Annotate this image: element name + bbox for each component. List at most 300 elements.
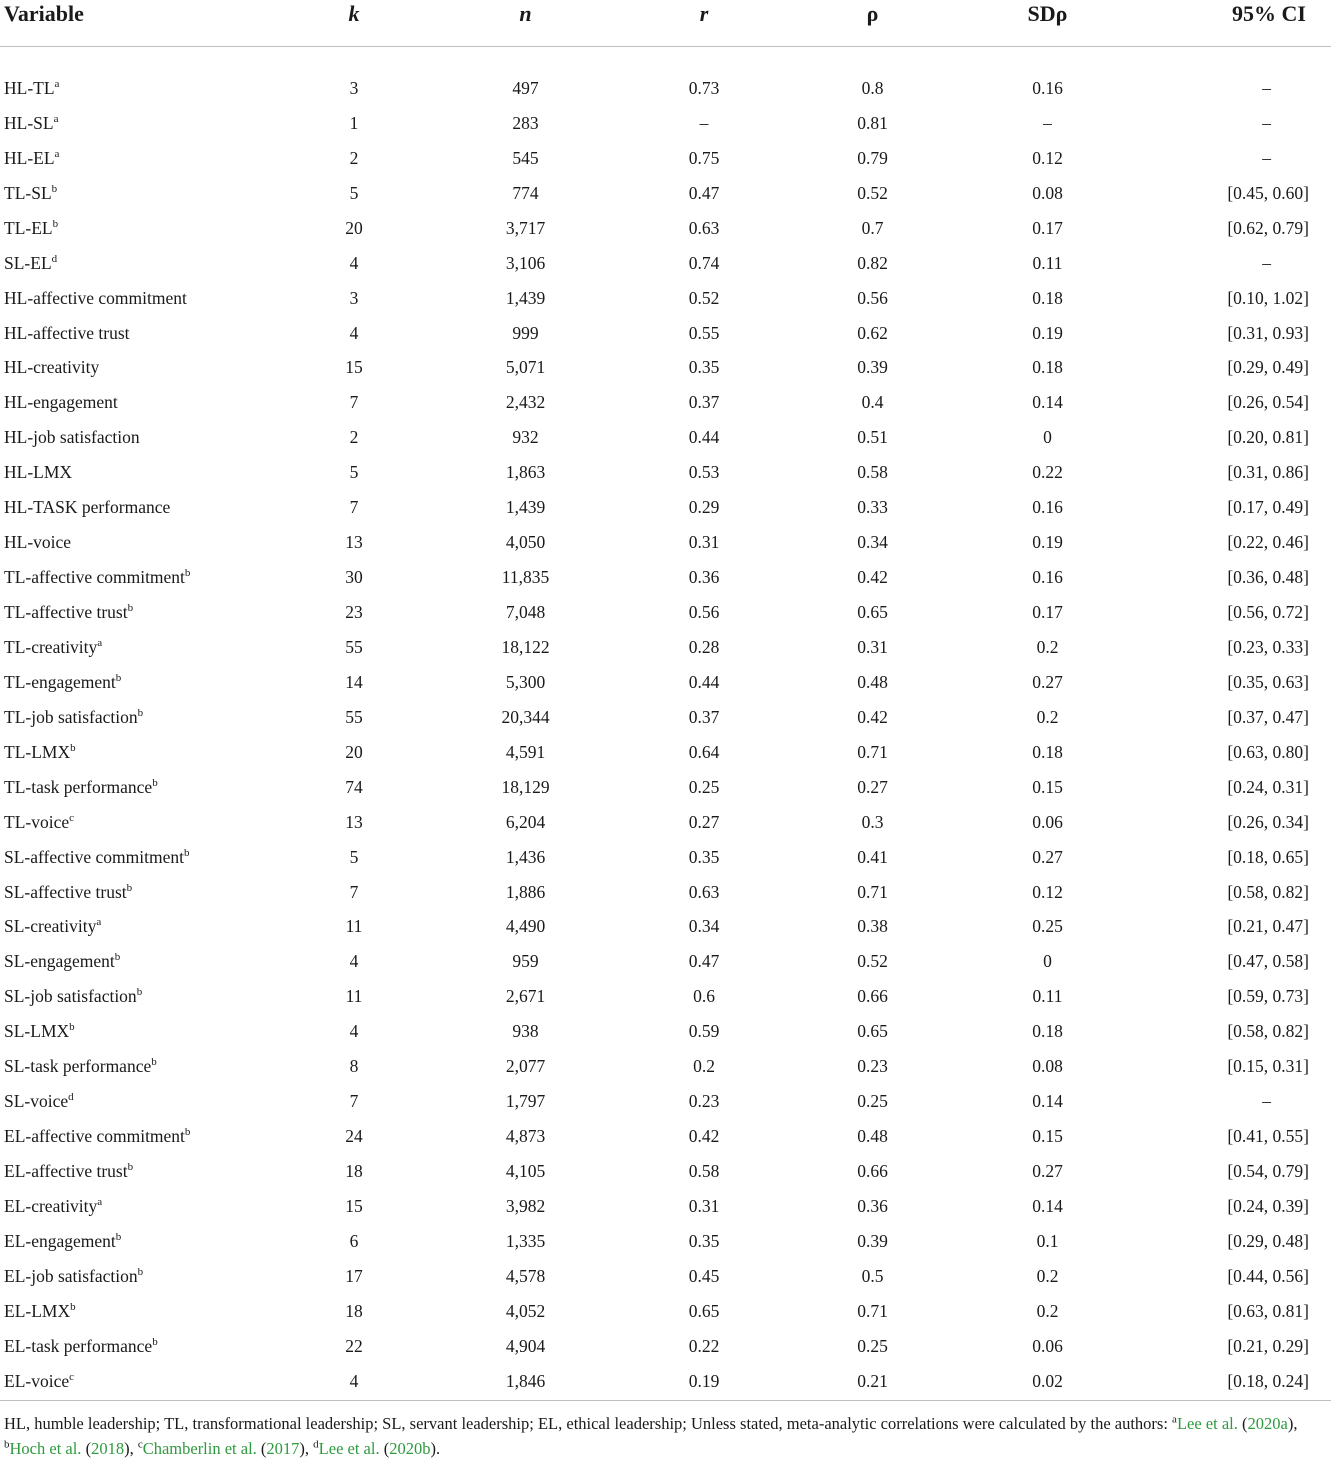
cell-k	[275, 630, 433, 665]
cell-variable	[0, 1154, 275, 1189]
reference-year-link[interactable]: 2018	[91, 1439, 125, 1458]
cell-variable	[0, 351, 275, 386]
cell-k	[275, 490, 433, 525]
cell-sd-rho-text: 0.16	[1032, 567, 1063, 588]
cell-rho-text: 0.81	[857, 112, 888, 133]
cell-k-text: 18	[345, 1161, 363, 1182]
cell-variable	[0, 490, 275, 525]
reference-link[interactable]: Lee et al.	[318, 1439, 380, 1458]
cell-variable-text: HL-voice	[4, 532, 72, 553]
reference-separator: ,	[1293, 1414, 1298, 1433]
cell-sd-rho-text: 0.2	[1036, 1265, 1059, 1286]
table-row	[0, 211, 1331, 246]
cell-ci	[1140, 1119, 1331, 1154]
cell-r	[618, 1259, 790, 1294]
footnote-marker: b	[127, 602, 134, 615]
cell-n-text: 20,344	[501, 706, 550, 727]
cell-k	[275, 1014, 433, 1049]
cell-sd-rho	[955, 1294, 1140, 1329]
cell-variable	[0, 281, 275, 316]
cell-sd-rho	[955, 944, 1140, 979]
cell-k-text: 74	[345, 776, 363, 797]
cell-variable	[0, 1119, 275, 1154]
cell-variable-text: TL-creativity	[4, 636, 98, 657]
footnote-marker: b	[70, 1300, 76, 1313]
cell-variable	[0, 1329, 275, 1364]
table-row	[0, 944, 1331, 979]
cell-sd-rho	[955, 1084, 1140, 1119]
cell-k	[275, 700, 433, 735]
reference-link[interactable]: Chamberlin et al.	[142, 1439, 257, 1458]
cell-r-text: 0.63	[688, 217, 720, 238]
cell-variable-text: TL-SL	[4, 182, 52, 203]
cell-variable	[0, 420, 275, 455]
cell-sd-rho	[955, 700, 1140, 735]
cell-k	[275, 805, 433, 840]
cell-variable	[0, 525, 275, 560]
reference-link[interactable]: Lee et al.	[1176, 1414, 1238, 1433]
cell-n-text: 6,204	[505, 811, 546, 832]
cell-r	[618, 1154, 790, 1189]
cell-ci	[1140, 805, 1331, 840]
cell-n-text: 497	[512, 77, 539, 98]
cell-ci	[1140, 211, 1331, 246]
cell-variable	[0, 246, 275, 281]
cell-r-text: 0.44	[688, 427, 720, 448]
cell-ci-text: [0.36, 0.48]	[1227, 567, 1309, 588]
cell-variable-text: EL-LMX	[4, 1300, 71, 1321]
cell-n	[433, 560, 618, 595]
cell-n-text: 4,050	[505, 532, 546, 553]
cell-k	[275, 106, 433, 141]
cell-variable	[0, 385, 275, 420]
cell-ci-text: –	[1262, 147, 1271, 168]
cell-variable	[0, 1364, 275, 1399]
cell-ci	[1140, 1014, 1331, 1049]
cell-sd-rho-text: 0.14	[1032, 392, 1063, 413]
cell-sd-rho-text: 0.18	[1032, 357, 1063, 378]
table-row	[0, 176, 1331, 211]
cell-ci-text: –	[1262, 77, 1271, 98]
cell-n	[433, 176, 618, 211]
cell-variable	[0, 805, 275, 840]
cell-variable-text: SL-voice	[4, 1091, 69, 1112]
cell-ci	[1140, 525, 1331, 560]
cell-rho-text: 0.5	[861, 1265, 884, 1286]
cell-variable	[0, 944, 275, 979]
cell-sd-rho-text: 0.14	[1032, 1195, 1063, 1216]
cell-ci	[1140, 1364, 1331, 1399]
cell-k-text: 4	[349, 1370, 359, 1391]
cell-variable-text: SL-engagement	[4, 951, 115, 972]
cell-n-text: 774	[512, 182, 539, 203]
cell-variable	[0, 1259, 275, 1294]
cell-r	[618, 944, 790, 979]
cell-k-text: 5	[349, 462, 359, 483]
cell-ci-text: –	[1262, 252, 1271, 273]
footnote-divider	[0, 1400, 1331, 1401]
cell-k-text: 15	[345, 357, 363, 378]
cell-rho-text: 0.33	[857, 497, 888, 518]
cell-rho	[790, 805, 955, 840]
cell-rho	[790, 1189, 955, 1224]
cell-sd-rho-text: 0.08	[1032, 182, 1063, 203]
cell-rho-text: 0.71	[857, 1300, 888, 1321]
footnote-marker: b	[137, 707, 144, 720]
cell-r-text: 0.47	[688, 951, 720, 972]
cell-ci	[1140, 281, 1331, 316]
cell-sd-rho-text: 0.14	[1032, 1091, 1063, 1112]
cell-n-text: 3,106	[505, 252, 546, 273]
cell-ci-text: –	[1262, 112, 1271, 133]
cell-r-text: 0.53	[688, 462, 720, 483]
cell-k-text: 30	[345, 567, 363, 588]
cell-variable-text: SL-affective trust	[4, 881, 127, 902]
cell-rho	[790, 979, 955, 1014]
cell-r	[618, 1119, 790, 1154]
cell-n-text: 1,439	[505, 497, 546, 518]
cell-sd-rho	[955, 910, 1140, 945]
footnote-marker: b	[115, 672, 122, 685]
cell-r-text: 0.45	[688, 1265, 720, 1286]
reference-year-link[interactable]: 2020a	[1247, 1414, 1288, 1433]
cell-variable	[0, 47, 275, 106]
cell-k	[275, 455, 433, 490]
cell-r-text: 0.44	[688, 671, 720, 692]
cell-sd-rho	[955, 735, 1140, 770]
cell-rho	[790, 47, 955, 106]
cell-k-text: 17	[345, 1265, 363, 1286]
cell-ci-text: [0.59, 0.73]	[1227, 986, 1309, 1007]
cell-sd-rho	[955, 1189, 1140, 1224]
cell-r-text: 0.25	[688, 776, 720, 797]
cell-n	[433, 211, 618, 246]
table-row	[0, 840, 1331, 875]
cell-sd-rho-text: 0	[1043, 427, 1052, 448]
footnote-marker: b	[137, 1266, 144, 1279]
header-sd-rho: SDρ	[955, 0, 1140, 47]
cell-n	[433, 455, 618, 490]
cell-ci-text: [0.58, 0.82]	[1227, 1021, 1309, 1042]
cell-k	[275, 385, 433, 420]
cell-rho	[790, 455, 955, 490]
cell-r-text: 0.28	[688, 636, 720, 657]
table-row	[0, 1364, 1331, 1399]
cell-rho-text: 0.34	[857, 532, 888, 553]
table-row	[0, 700, 1331, 735]
cell-r	[618, 595, 790, 630]
cell-n	[433, 385, 618, 420]
cell-r	[618, 490, 790, 525]
table-row	[0, 47, 1331, 106]
cell-r	[618, 1014, 790, 1049]
cell-sd-rho	[955, 979, 1140, 1014]
cell-sd-rho-text: 0.11	[1032, 986, 1063, 1007]
cell-rho-text: 0.52	[857, 182, 888, 203]
cell-n	[433, 665, 618, 700]
cell-variable-text: SL-creativity	[4, 916, 97, 937]
cell-k-text: 3	[349, 77, 359, 98]
reference-marker: b	[4, 1438, 10, 1451]
cell-sd-rho-text: 0.2	[1036, 706, 1059, 727]
cell-ci-text: [0.26, 0.34]	[1227, 811, 1309, 832]
cell-k-text: 11	[345, 916, 363, 937]
cell-variable-text: TL-LMX	[4, 741, 71, 762]
cell-n	[433, 1049, 618, 1084]
cell-rho	[790, 106, 955, 141]
cell-rho-text: 0.82	[857, 252, 888, 273]
cell-r	[618, 1189, 790, 1224]
cell-ci	[1140, 595, 1331, 630]
cell-variable-text: TL-EL	[4, 217, 53, 238]
footnote-marker: b	[152, 776, 158, 789]
cell-variable-text: HL-creativity	[4, 357, 100, 378]
cell-r	[618, 979, 790, 1014]
cell-sd-rho	[955, 455, 1140, 490]
cell-rho	[790, 944, 955, 979]
cell-variable-text: SL-job satisfaction	[4, 986, 137, 1007]
cell-rho-text: 0.52	[857, 951, 888, 972]
cell-rho	[790, 770, 955, 805]
cell-r	[618, 735, 790, 770]
cell-k-text: 4	[349, 1021, 359, 1042]
cell-n	[433, 979, 618, 1014]
cell-rho	[790, 1224, 955, 1259]
cell-n	[433, 420, 618, 455]
footnote-marker: c	[69, 811, 74, 824]
table-row	[0, 630, 1331, 665]
cell-rho-text: 0.71	[857, 881, 888, 902]
cell-k	[275, 1224, 433, 1259]
cell-ci-text: [0.15, 0.31]	[1227, 1056, 1309, 1077]
cell-k	[275, 770, 433, 805]
cell-k-text: 7	[349, 1091, 359, 1112]
cell-sd-rho	[955, 351, 1140, 386]
cell-n-text: 18,122	[501, 636, 550, 657]
cell-rho	[790, 1014, 955, 1049]
cell-n-text: 4,052	[505, 1300, 546, 1321]
cell-k	[275, 316, 433, 351]
footnote-marker: a	[97, 1196, 103, 1209]
cell-rho	[790, 1154, 955, 1189]
cell-r	[618, 1294, 790, 1329]
table-row	[0, 805, 1331, 840]
cell-n-text: 1,846	[505, 1370, 546, 1391]
cell-rho-text: 0.48	[857, 671, 888, 692]
cell-sd-rho	[955, 106, 1140, 141]
cell-n	[433, 875, 618, 910]
cell-k	[275, 875, 433, 910]
cell-k-text: 5	[349, 182, 359, 203]
cell-k	[275, 246, 433, 281]
cell-rho	[790, 910, 955, 945]
table-row	[0, 560, 1331, 595]
cell-k	[275, 944, 433, 979]
cell-rho	[790, 840, 955, 875]
cell-variable-text: EL-affective trust	[4, 1161, 128, 1182]
cell-n-text: 4,578	[505, 1265, 546, 1286]
cell-n	[433, 1364, 618, 1399]
cell-r-text: 0.56	[688, 602, 720, 623]
cell-variable-text: TL-affective trust	[4, 602, 128, 623]
cell-r-text: 0.63	[688, 881, 720, 902]
cell-variable	[0, 910, 275, 945]
cell-sd-rho	[955, 665, 1140, 700]
cell-sd-rho	[955, 281, 1140, 316]
cell-variable-text: TL-voice	[4, 811, 70, 832]
table-row	[0, 385, 1331, 420]
cell-r-text: 0.22	[688, 1335, 720, 1356]
cell-k-text: 4	[349, 951, 359, 972]
cell-n-text: 3,982	[505, 1195, 546, 1216]
cell-n-text: 1,863	[505, 462, 546, 483]
cell-variable-text: SL-EL	[4, 252, 52, 273]
cell-variable	[0, 176, 275, 211]
reference-year-link[interactable]: 2017	[266, 1439, 300, 1458]
reference-separator: ,	[304, 1439, 314, 1458]
cell-ci	[1140, 316, 1331, 351]
reference-year-link[interactable]: 2020b	[389, 1439, 431, 1458]
cell-n	[433, 910, 618, 945]
cell-r-text: 0.6	[693, 986, 715, 1007]
cell-rho-text: 0.7	[861, 217, 884, 238]
cell-n	[433, 351, 618, 386]
cell-sd-rho	[955, 875, 1140, 910]
cell-n	[433, 1259, 618, 1294]
cell-n-text: 1,436	[505, 846, 546, 867]
cell-k	[275, 910, 433, 945]
cell-rho	[790, 665, 955, 700]
cell-ci-text: [0.18, 0.65]	[1227, 846, 1309, 867]
cell-ci-text: [0.23, 0.33]	[1227, 636, 1309, 657]
cell-n	[433, 1119, 618, 1154]
cell-sd-rho-text: 0.11	[1032, 252, 1063, 273]
cell-sd-rho-text: 0.27	[1032, 846, 1063, 867]
reference-link[interactable]: Hoch et al.	[9, 1439, 82, 1458]
cell-sd-rho-text: 0.12	[1032, 881, 1063, 902]
cell-variable	[0, 455, 275, 490]
cell-ci	[1140, 560, 1331, 595]
header-n: n	[433, 0, 618, 47]
cell-variable	[0, 1294, 275, 1329]
cell-ci	[1140, 665, 1331, 700]
cell-n	[433, 1329, 618, 1364]
cell-r-text: 0.35	[688, 846, 720, 867]
cell-k-text: 11	[345, 986, 363, 1007]
cell-n-text: 5,300	[505, 671, 546, 692]
cell-r-text: 0.73	[688, 77, 720, 98]
table-row	[0, 1259, 1331, 1294]
cell-r-text: 0.58	[688, 1161, 720, 1182]
cell-variable-text: TL-engagement	[4, 671, 116, 692]
cell-ci-text: –	[1262, 1091, 1271, 1112]
cell-variable	[0, 106, 275, 141]
cell-k	[275, 1294, 433, 1329]
cell-rho-text: 0.62	[857, 322, 888, 343]
cell-variable-text: HL-job satisfaction	[4, 427, 140, 448]
cell-sd-rho-text: 0.25	[1032, 916, 1063, 937]
cell-variable-text: HL-EL	[4, 147, 55, 168]
cell-sd-rho-text: 0.18	[1032, 741, 1063, 762]
cell-sd-rho-text: 0.27	[1032, 1161, 1063, 1182]
cell-sd-rho	[955, 47, 1140, 106]
cell-r-text: 0.55	[688, 322, 720, 343]
cell-sd-rho	[955, 1049, 1140, 1084]
cell-sd-rho-text: 0.19	[1032, 322, 1063, 343]
cell-rho	[790, 735, 955, 770]
cell-ci	[1140, 630, 1331, 665]
cell-rho-text: 0.25	[857, 1091, 888, 1112]
cell-ci	[1140, 910, 1331, 945]
cell-rho-text: 0.25	[857, 1335, 888, 1356]
cell-ci-text: [0.24, 0.31]	[1227, 776, 1309, 797]
cell-rho-text: 0.56	[857, 287, 888, 308]
cell-variable	[0, 630, 275, 665]
cell-sd-rho	[955, 1224, 1140, 1259]
cell-rho-text: 0.65	[857, 1021, 888, 1042]
cell-ci-text: [0.22, 0.46]	[1227, 532, 1309, 553]
table-row	[0, 665, 1331, 700]
cell-r-text: 0.35	[688, 357, 720, 378]
header-ci: 95% CI	[1140, 0, 1331, 47]
footnote-marker: b	[151, 1056, 157, 1069]
cell-r	[618, 630, 790, 665]
cell-k-text: 7	[349, 392, 359, 413]
cell-sd-rho-text: 0.16	[1032, 497, 1063, 518]
cell-sd-rho	[955, 246, 1140, 281]
cell-n	[433, 595, 618, 630]
cell-ci-text: [0.10, 1.02]	[1227, 287, 1309, 308]
cell-k	[275, 47, 433, 106]
cell-n-text: 2,077	[505, 1056, 546, 1077]
cell-r	[618, 316, 790, 351]
table-footnote	[4, 1411, 1329, 1461]
cell-variable-text: HL-affective commitment	[4, 287, 187, 308]
cell-rho	[790, 385, 955, 420]
cell-variable	[0, 1084, 275, 1119]
cell-n-text: 18,129	[501, 776, 550, 797]
cell-rho	[790, 246, 955, 281]
table-row	[0, 141, 1331, 176]
cell-rho-text: 0.31	[857, 636, 888, 657]
cell-sd-rho-text: 0.27	[1032, 671, 1063, 692]
cell-n-text: 4,873	[505, 1126, 546, 1147]
cell-variable-text: EL-engagement	[4, 1230, 116, 1251]
cell-ci	[1140, 1049, 1331, 1084]
cell-k-text: 2	[349, 427, 359, 448]
cell-n-text: 4,904	[505, 1335, 546, 1356]
cell-n	[433, 141, 618, 176]
cell-k	[275, 560, 433, 595]
cell-r	[618, 560, 790, 595]
cell-sd-rho-text: 0.18	[1032, 1021, 1063, 1042]
cell-ci	[1140, 385, 1331, 420]
cell-k-text: 8	[349, 1056, 359, 1077]
cell-k-text: 13	[345, 532, 363, 553]
cell-r-text: 0.52	[688, 287, 720, 308]
cell-rho	[790, 875, 955, 910]
cell-n-text: 4,490	[505, 916, 546, 937]
table-row	[0, 455, 1331, 490]
table-row	[0, 1294, 1331, 1329]
cell-r-text: 0.47	[688, 182, 720, 203]
cell-r-text: 0.75	[688, 147, 720, 168]
cell-rho-text: 0.38	[857, 916, 888, 937]
cell-rho	[790, 1049, 955, 1084]
footnote-marker: a	[53, 113, 59, 126]
cell-n	[433, 735, 618, 770]
cell-rho-text: 0.58	[857, 462, 888, 483]
